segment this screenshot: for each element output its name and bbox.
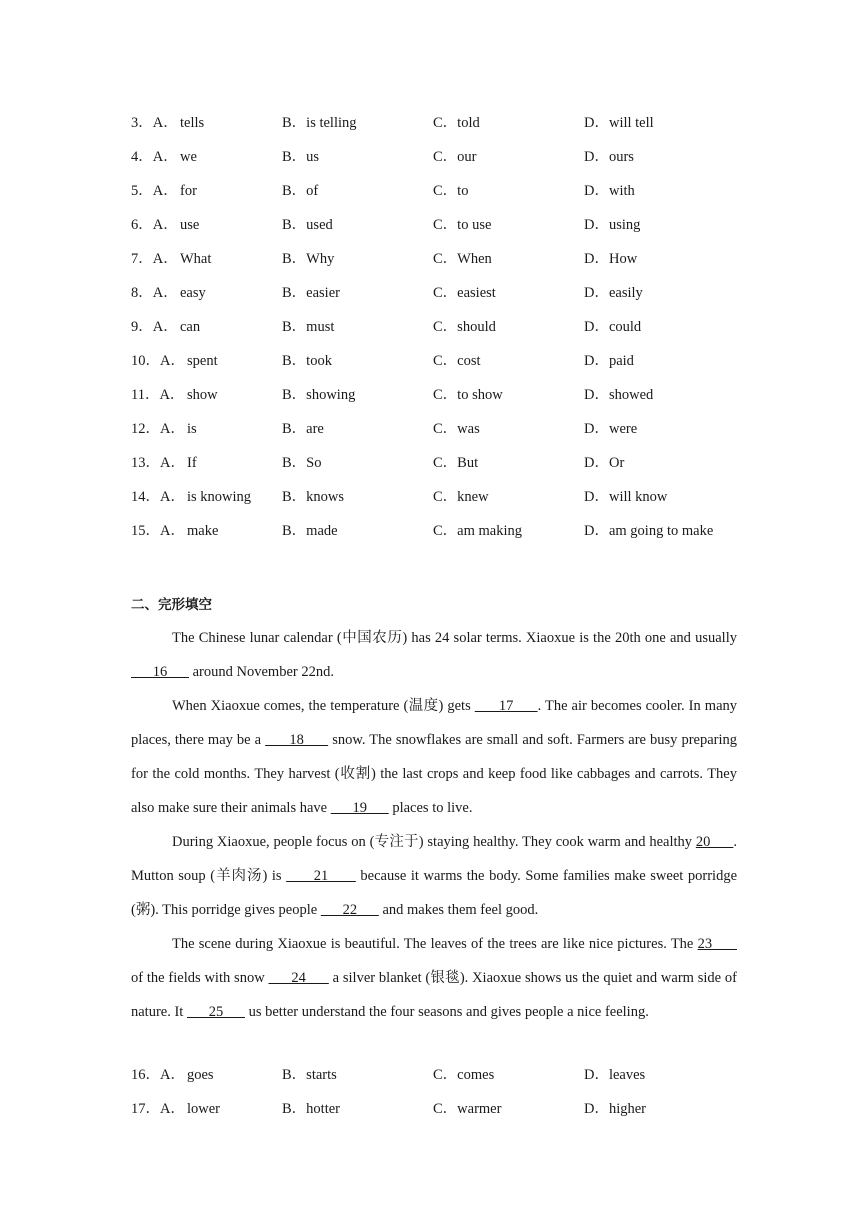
- blank-23: 23: [697, 936, 737, 952]
- option-c: C．told: [433, 115, 480, 131]
- option-b: B．showing: [282, 387, 356, 403]
- option-d: D．with: [584, 183, 635, 199]
- option-c: C．should: [433, 319, 496, 335]
- options-list-part2: [131, 1064, 771, 1132]
- question-number-a: 6．A．: [131, 217, 178, 233]
- option-c: C．to: [433, 183, 469, 199]
- passage-paragraph-4: [131, 927, 737, 1029]
- option-d: D．leaves: [584, 1067, 646, 1083]
- option-b: B．easier: [282, 285, 340, 301]
- blank-25: 25: [186, 1004, 245, 1020]
- option-b: B．starts: [282, 1067, 337, 1083]
- question-number-a: 5．A．: [131, 183, 178, 199]
- option-c: C．easiest: [433, 285, 496, 301]
- option-b: B．hotter: [282, 1101, 340, 1117]
- option-c: C．am making: [433, 523, 523, 539]
- option-d: D．showed: [584, 387, 654, 403]
- option-a: easy: [180, 285, 206, 301]
- question-row-14: [131, 486, 771, 520]
- question-row-17: [131, 1098, 771, 1132]
- option-d: D．will tell: [584, 115, 654, 131]
- option-c: C．cost: [433, 353, 481, 369]
- option-d: D．using: [584, 217, 641, 233]
- option-b: B．is telling: [282, 115, 357, 131]
- option-a: What: [180, 251, 212, 267]
- question-row-8: [131, 282, 771, 316]
- blank-24: 24: [268, 970, 329, 986]
- passage-text: a silver blanket (银毯). Xiaoxue shows us the quiet and warm side of nature. It: [131, 970, 737, 1020]
- question-number-a: 15．A．: [131, 523, 185, 539]
- question-number-a: 8．A．: [131, 285, 178, 301]
- passage-text: us better understand the four seasons and gives people a nice feeling.: [244, 1004, 649, 1020]
- option-b: B．made: [282, 523, 338, 539]
- question-number-a: 7．A．: [131, 251, 178, 267]
- question-number-a: 12．A．: [131, 421, 185, 437]
- option-d: D．How: [584, 251, 638, 267]
- option-a: show: [187, 387, 218, 403]
- passage-text: places to live.: [388, 800, 473, 816]
- option-c: C．to use: [433, 217, 492, 233]
- passage-paragraph-1: [131, 621, 737, 689]
- option-b: B．used: [282, 217, 333, 233]
- question-row-15: [131, 520, 771, 554]
- blank-18: 18: [265, 732, 329, 748]
- option-b: B．took: [282, 353, 332, 369]
- question-row-16: [131, 1064, 771, 1098]
- question-row-5: [131, 180, 771, 214]
- blank-19: 19: [330, 800, 389, 816]
- option-d: D．higher: [584, 1101, 647, 1117]
- option-c: C．was: [433, 421, 480, 437]
- question-number-a: 11．A．: [131, 387, 185, 403]
- question-row-12: [131, 418, 771, 452]
- passage-paragraph-3: [131, 825, 737, 927]
- passage-text: around November 22nd.: [189, 664, 334, 680]
- option-b: B．are: [282, 421, 324, 437]
- passage-paragraph-2: [131, 689, 737, 825]
- question-number-a: 17．A．: [131, 1101, 185, 1117]
- option-b: B．us: [282, 149, 320, 165]
- blank-16: 16: [131, 664, 189, 680]
- question-number-a: 16．A．: [131, 1067, 185, 1083]
- question-row-13: [131, 452, 771, 486]
- option-d: D．easily: [584, 285, 643, 301]
- option-c: C．warmer: [433, 1101, 502, 1117]
- passage-text: When Xiaoxue comes, the temperature (温度) gets: [172, 698, 475, 714]
- option-a: goes: [187, 1067, 214, 1083]
- option-a: we: [180, 149, 197, 165]
- option-b: B．knows: [282, 489, 345, 505]
- section-title: 二、完形填空: [131, 597, 212, 613]
- cloze-passage: [131, 621, 737, 1029]
- option-b: B．Why: [282, 251, 335, 267]
- question-number-a: 3．A．: [131, 115, 178, 131]
- passage-text: because it warms the body. Some families make sweet porridge (粥). This porridge gives people: [131, 868, 737, 918]
- question-number-a: 14．A．: [131, 489, 185, 505]
- blank-17: 17: [474, 698, 538, 714]
- option-d: D．will know: [584, 489, 668, 505]
- option-c: C．But: [433, 455, 479, 471]
- question-row-11: [131, 384, 771, 418]
- question-number-a: 4．A．: [131, 149, 178, 165]
- question-number-a: 13．A．: [131, 455, 185, 471]
- option-c: C．When: [433, 251, 492, 267]
- passage-text: During Xiaoxue, people focus on (专注于) staying healthy. They cook warm and healthy: [172, 834, 696, 850]
- option-c: C．our: [433, 149, 477, 165]
- option-a: spent: [187, 353, 218, 369]
- blank-21: 21: [286, 868, 356, 884]
- question-row-6: [131, 214, 771, 248]
- option-d: D．am going to make: [584, 523, 714, 539]
- question-number-a: 9．A．: [131, 319, 178, 335]
- option-d: D．could: [584, 319, 642, 335]
- option-b: B．So: [282, 455, 322, 471]
- option-d: D．ours: [584, 149, 634, 165]
- passage-text: and makes them feel good.: [378, 902, 539, 918]
- option-c: C．comes: [433, 1067, 495, 1083]
- option-d: D．were: [584, 421, 638, 437]
- question-number-a: 10．A．: [131, 353, 185, 369]
- option-b: B．must: [282, 319, 335, 335]
- question-row-4: [131, 146, 771, 180]
- option-a: make: [187, 523, 219, 539]
- passage-text: of the fields with snow: [131, 970, 269, 986]
- option-a: tells: [180, 115, 205, 131]
- passage-text: snow. The snowflakes are small and soft. Farmers are busy preparing for the cold months. They harvest (收割) the last crops and keep food like cabbages and carrots. They also make sure their animals have: [131, 732, 738, 816]
- options-list-part1: [131, 112, 771, 554]
- question-row-10: [131, 350, 771, 384]
- option-c: C．to show: [433, 387, 503, 403]
- passage-text: . The air becomes cooler. In many places, there may be a: [131, 698, 738, 748]
- option-a: is knowing: [187, 489, 252, 505]
- blank-20: 20: [695, 834, 734, 850]
- passage-text: The Chinese lunar calendar (中国农历) has 24 solar terms. Xiaoxue is the 20th one and usually: [172, 630, 737, 646]
- passage-text: The scene during Xiaoxue is beautiful. The leaves of the trees are like nice pictures. The: [172, 936, 698, 952]
- option-a: If: [187, 455, 197, 471]
- option-a: can: [180, 319, 201, 335]
- question-row-3: [131, 112, 771, 146]
- passage-text: . Mutton soup (羊肉汤) is: [131, 834, 738, 884]
- option-a: lower: [187, 1101, 221, 1117]
- option-b: B．of: [282, 183, 319, 199]
- option-d: D．paid: [584, 353, 634, 369]
- option-c: C．knew: [433, 489, 489, 505]
- question-row-7: [131, 248, 771, 282]
- blank-22: 22: [320, 902, 379, 918]
- question-row-9: [131, 316, 771, 350]
- option-a: for: [180, 183, 197, 199]
- option-d: D．Or: [584, 455, 625, 471]
- option-a: use: [180, 217, 200, 233]
- option-a: is: [187, 421, 197, 437]
